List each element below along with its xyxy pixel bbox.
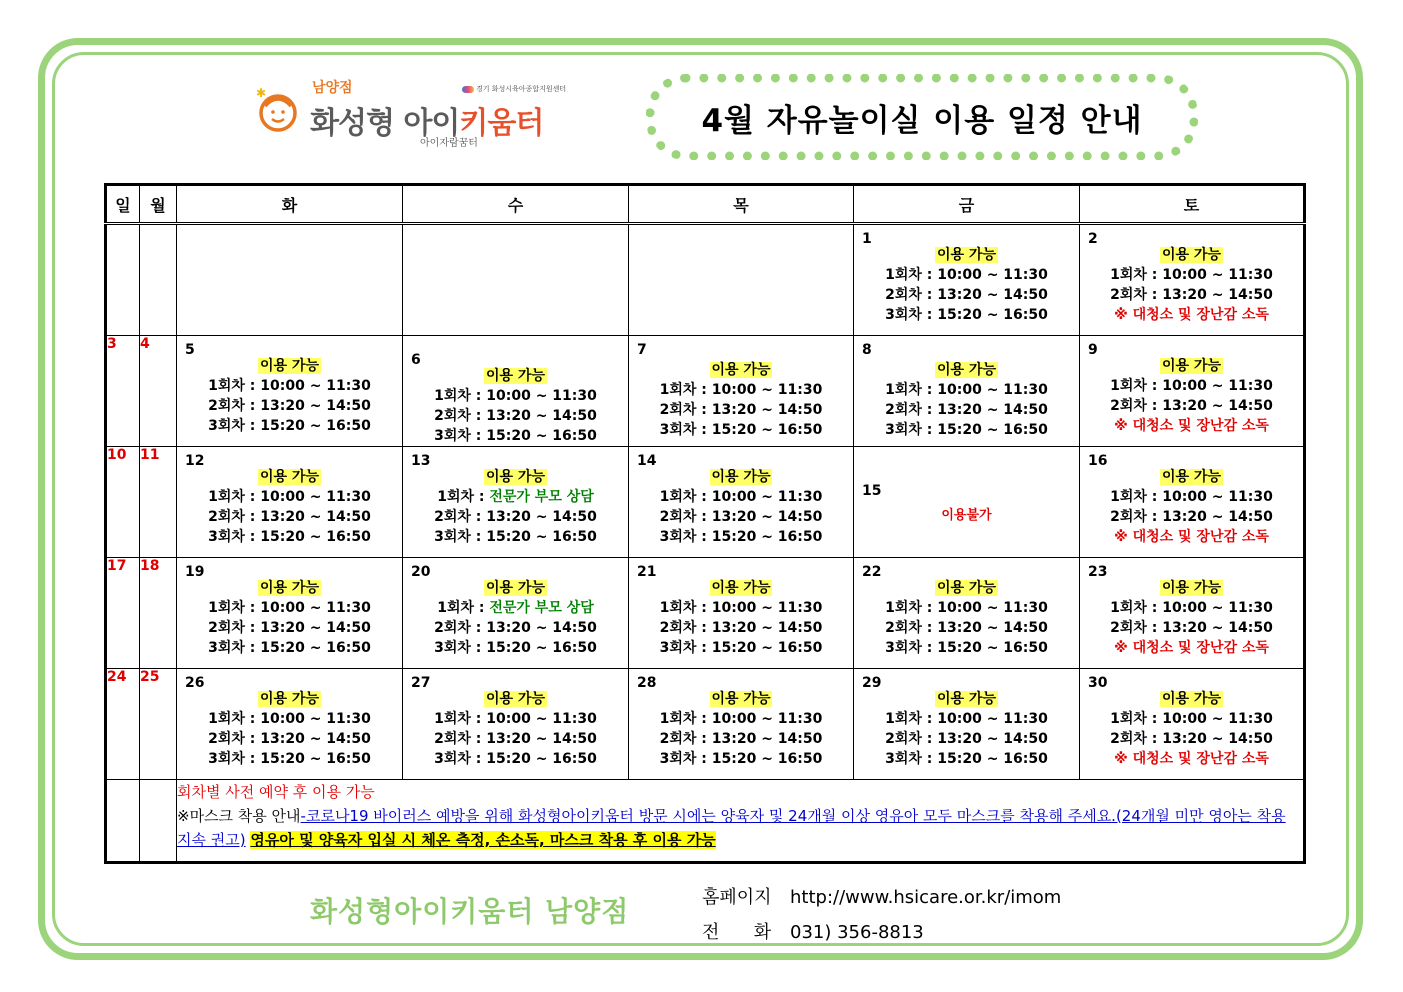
session-1: 1회차 : 10:00 ~ 11:30 bbox=[885, 382, 1048, 398]
week-row bbox=[106, 669, 1305, 780]
session-2: 2회차 : 13:20 ~ 14:50 bbox=[434, 408, 597, 424]
availability-label: 이용 가능 bbox=[1162, 358, 1221, 374]
session-2: 2회차 : 13:20 ~ 14:50 bbox=[1110, 398, 1273, 414]
day-cell bbox=[403, 336, 629, 447]
session-3: 3회차 : 15:20 ~ 16:50 bbox=[885, 422, 1048, 438]
date-number: 15 bbox=[862, 483, 882, 499]
date-sun bbox=[106, 224, 140, 336]
session-3: 3회차 : 15:20 ~ 16:50 bbox=[208, 418, 371, 434]
day-cell bbox=[854, 669, 1080, 780]
session-2: 2회차 : 13:20 ~ 14:50 bbox=[885, 402, 1048, 418]
session-1: 1회차 : 10:00 ~ 11:30 bbox=[208, 711, 371, 727]
counsel-label: 전문가 부모 상담 bbox=[489, 489, 594, 505]
phone-line bbox=[702, 915, 1061, 950]
support-center-text: 경기 화성시육아종합지원센터 bbox=[476, 85, 567, 93]
phone-number: 031) 356-8813 bbox=[790, 922, 924, 943]
reservation-notice: 회차별 사전 예약 후 이용 가능 bbox=[177, 783, 375, 801]
date-number: 7 bbox=[637, 342, 647, 358]
homepage-url[interactable]: http://www.hsicare.or.kr/imom bbox=[790, 887, 1062, 908]
session-1: 1회차 : 10:00 ~ 11:30 bbox=[885, 267, 1048, 283]
header-fri: 금 bbox=[854, 185, 1080, 224]
day-cell bbox=[854, 447, 1080, 558]
logo bbox=[252, 72, 582, 152]
mask-notice bbox=[177, 804, 1303, 852]
session-3: 3회차 : 15:20 ~ 16:50 bbox=[885, 751, 1048, 767]
date-mon: 25 bbox=[140, 669, 177, 780]
availability-label: 이용 가능 bbox=[486, 580, 545, 596]
day-cell bbox=[1080, 447, 1305, 558]
session-3: 3회차 : 15:20 ~ 16:50 bbox=[208, 640, 371, 656]
session-1-counsel bbox=[437, 600, 594, 616]
logo-name-part3: 키움터 bbox=[459, 106, 544, 141]
date-number: 9 bbox=[1088, 342, 1098, 358]
session-2: 2회차 : 13:20 ~ 14:50 bbox=[659, 731, 823, 747]
session-1: 1회차 : 10:00 ~ 11:30 bbox=[434, 388, 597, 404]
session-2: 2회차 : 13:20 ~ 14:50 bbox=[434, 509, 597, 525]
week-row bbox=[106, 447, 1305, 558]
date-mon bbox=[140, 224, 177, 336]
date-number: 28 bbox=[637, 675, 657, 691]
session-1-prefix: 1회차 : bbox=[437, 489, 490, 505]
session-2: 2회차 : 13:20 ~ 14:50 bbox=[208, 398, 371, 414]
day-cell bbox=[629, 447, 854, 558]
mask-notice-prefix: ※마스크 착용 안내 bbox=[177, 807, 301, 825]
date-number: 30 bbox=[1088, 675, 1108, 691]
session-1: 1회차 : 10:00 ~ 11:30 bbox=[659, 382, 823, 398]
week-row bbox=[106, 336, 1305, 447]
date-mon: 11 bbox=[140, 447, 177, 558]
week-row bbox=[106, 224, 1305, 336]
day-cell bbox=[854, 558, 1080, 669]
cleaning-notice: ※ 대청소 및 장난감 소독 bbox=[1114, 418, 1269, 434]
day-cell bbox=[1080, 336, 1305, 447]
notes-empty-sun bbox=[106, 780, 140, 863]
date-number: 6 bbox=[411, 352, 421, 368]
contact-info bbox=[702, 880, 1061, 950]
support-center-label bbox=[462, 84, 566, 94]
day-cell bbox=[1080, 224, 1305, 336]
date-number: 27 bbox=[411, 675, 431, 691]
session-2: 2회차 : 13:20 ~ 14:50 bbox=[434, 731, 597, 747]
date-number: 21 bbox=[637, 564, 657, 580]
calendar-table bbox=[104, 183, 1306, 864]
session-2: 2회차 : 13:20 ~ 14:50 bbox=[659, 620, 823, 636]
session-1: 1회차 : 10:00 ~ 11:30 bbox=[434, 711, 597, 727]
day-cell bbox=[629, 336, 854, 447]
logo-name-part2: 아이 bbox=[403, 106, 460, 141]
homepage-label: 홈페이지 bbox=[702, 887, 772, 908]
date-number: 8 bbox=[862, 342, 872, 358]
day-cell bbox=[403, 447, 629, 558]
day-cell bbox=[854, 336, 1080, 447]
session-3: 3회차 : 15:20 ~ 16:50 bbox=[659, 640, 823, 656]
session-1: 1회차 : 10:00 ~ 11:30 bbox=[1110, 267, 1273, 283]
availability-label: 이용 가능 bbox=[486, 469, 545, 485]
date-sun: 17 bbox=[106, 558, 140, 669]
session-1: 1회차 : 10:00 ~ 11:30 bbox=[1110, 600, 1273, 616]
day-cell bbox=[403, 669, 629, 780]
day-cell bbox=[403, 558, 629, 669]
session-3: 3회차 : 15:20 ~ 16:50 bbox=[659, 529, 823, 545]
date-number: 2 bbox=[1088, 231, 1098, 247]
session-2: 2회차 : 13:20 ~ 14:50 bbox=[1110, 620, 1273, 636]
session-1: 1회차 : 10:00 ~ 11:30 bbox=[1110, 378, 1273, 394]
date-number: 1 bbox=[862, 231, 872, 247]
session-3: 3회차 : 15:20 ~ 16:50 bbox=[885, 640, 1048, 656]
date-number: 12 bbox=[185, 453, 205, 469]
session-1: 1회차 : 10:00 ~ 11:30 bbox=[1110, 489, 1273, 505]
date-number: 16 bbox=[1088, 453, 1108, 469]
session-2: 2회차 : 13:20 ~ 14:50 bbox=[1110, 731, 1273, 747]
header-tue: 화 bbox=[177, 185, 403, 224]
session-1: 1회차 : 10:00 ~ 11:30 bbox=[1110, 711, 1273, 727]
svg-text:✱: ✱ bbox=[256, 88, 267, 100]
date-number: 20 bbox=[411, 564, 431, 580]
availability-label: 이용 가능 bbox=[1162, 691, 1221, 707]
session-1-counsel bbox=[437, 489, 594, 505]
availability-label: 이용 가능 bbox=[711, 469, 771, 485]
session-3: 3회차 : 15:20 ~ 16:50 bbox=[885, 307, 1048, 323]
session-3: 3회차 : 15:20 ~ 16:50 bbox=[434, 751, 597, 767]
logo-name-part1: 화성형 bbox=[310, 106, 404, 141]
page-title: 4월 자유놀이실 이용 일정 안내 bbox=[701, 102, 1143, 139]
session-1: 1회차 : 10:00 ~ 11:30 bbox=[208, 489, 371, 505]
session-1: 1회차 : 10:00 ~ 11:30 bbox=[208, 378, 371, 394]
day-cell bbox=[177, 558, 403, 669]
notes-cell bbox=[177, 780, 1305, 863]
phone-label: 전 화 bbox=[702, 922, 772, 943]
session-3: 3회차 : 15:20 ~ 16:50 bbox=[434, 529, 597, 545]
date-number: 23 bbox=[1088, 564, 1108, 580]
day-cell bbox=[629, 224, 854, 336]
logo-sub: 아이자람꿈터 bbox=[420, 138, 478, 149]
session-1: 1회차 : 10:00 ~ 11:30 bbox=[208, 600, 371, 616]
day-cell bbox=[1080, 669, 1305, 780]
center-name: 화성형아이키움터 남양점 bbox=[310, 895, 630, 928]
day-cell bbox=[177, 669, 403, 780]
session-3: 3회차 : 15:20 ~ 16:50 bbox=[659, 422, 823, 438]
session-2: 2회차 : 13:20 ~ 14:50 bbox=[1110, 509, 1273, 525]
cleaning-notice: ※ 대청소 및 장난감 소독 bbox=[1114, 640, 1269, 656]
header-row bbox=[106, 185, 1305, 224]
session-2: 2회차 : 13:20 ~ 14:50 bbox=[208, 509, 371, 525]
date-number: 22 bbox=[862, 564, 882, 580]
date-number: 14 bbox=[637, 453, 657, 469]
availability-label: 이용 가능 bbox=[260, 580, 319, 596]
session-2: 2회차 : 13:20 ~ 14:50 bbox=[885, 620, 1048, 636]
session-1: 1회차 : 10:00 ~ 11:30 bbox=[659, 711, 823, 727]
logo-branch: 남양점 bbox=[312, 80, 353, 96]
availability-label: 이용 가능 bbox=[937, 580, 996, 596]
header-thu: 목 bbox=[629, 185, 854, 224]
session-2: 2회차 : 13:20 ~ 14:50 bbox=[885, 287, 1048, 303]
date-sun: 3 bbox=[106, 336, 140, 447]
center-logo-icon bbox=[462, 86, 474, 93]
session-2: 2회차 : 13:20 ~ 14:50 bbox=[434, 620, 597, 636]
session-3: 3회차 : 15:20 ~ 16:50 bbox=[659, 751, 823, 767]
availability-label: 이용 가능 bbox=[260, 358, 319, 374]
availability-label: 이용 가능 bbox=[260, 469, 319, 485]
date-sun: 24 bbox=[106, 669, 140, 780]
day-cell bbox=[854, 224, 1080, 336]
header-mon: 월 bbox=[140, 185, 177, 224]
session-1: 1회차 : 10:00 ~ 11:30 bbox=[885, 600, 1048, 616]
notes-empty-mon bbox=[140, 780, 177, 863]
day-cell bbox=[403, 224, 629, 336]
day-cell bbox=[629, 669, 854, 780]
availability-label: 이용 가능 bbox=[937, 362, 996, 378]
closed-label: 이용불가 bbox=[941, 508, 992, 523]
date-number: 19 bbox=[185, 564, 205, 580]
availability-label: 이용 가능 bbox=[486, 368, 545, 384]
header-sat: 토 bbox=[1080, 185, 1305, 224]
entry-check-notice: 영유아 및 양육자 입실 시 체온 측정, 손소독, 마스크 착용 후 이용 가능 bbox=[250, 831, 716, 849]
availability-label: 이용 가능 bbox=[711, 362, 771, 378]
session-1: 1회차 : 10:00 ~ 11:30 bbox=[659, 489, 823, 505]
mask-notice-detail: -코로나19 바이러스 예방을 위해 화성형아이키움터 방문 시에는 양육자 및 24개월 이상 영유아 모두 마스크를 착용해 주세요.(24개월 미만 영아는 착용 지속 권고) bbox=[177, 807, 1286, 849]
session-2: 2회차 : 13:20 ~ 14:50 bbox=[208, 620, 371, 636]
date-number: 13 bbox=[411, 453, 431, 469]
date-number: 29 bbox=[862, 675, 882, 691]
availability-label: 이용 가능 bbox=[486, 691, 545, 707]
cleaning-notice: ※ 대청소 및 장난감 소독 bbox=[1114, 307, 1269, 323]
session-1: 1회차 : 10:00 ~ 11:30 bbox=[659, 600, 823, 616]
day-cell bbox=[629, 558, 854, 669]
counsel-label: 전문가 부모 상담 bbox=[489, 600, 594, 616]
availability-label: 이용 가능 bbox=[711, 580, 771, 596]
session-2: 2회차 : 13:20 ~ 14:50 bbox=[659, 509, 823, 525]
day-cell bbox=[177, 224, 403, 336]
day-cell bbox=[1080, 558, 1305, 669]
availability-label: 이용 가능 bbox=[260, 691, 319, 707]
availability-label: 이용 가능 bbox=[937, 247, 996, 263]
session-2: 2회차 : 13:20 ~ 14:50 bbox=[885, 731, 1048, 747]
availability-label: 이용 가능 bbox=[1162, 469, 1221, 485]
availability-label: 이용 가능 bbox=[711, 691, 771, 707]
date-number: 5 bbox=[185, 342, 195, 358]
child-face-icon bbox=[256, 88, 300, 132]
session-3: 3회차 : 15:20 ~ 16:50 bbox=[208, 529, 371, 545]
session-2: 2회차 : 13:20 ~ 14:50 bbox=[659, 402, 823, 418]
date-mon: 4 bbox=[140, 336, 177, 447]
notes-row bbox=[106, 780, 1305, 863]
session-3: 3회차 : 15:20 ~ 16:50 bbox=[434, 428, 597, 444]
availability-label: 이용 가능 bbox=[1162, 247, 1221, 263]
session-2: 2회차 : 13:20 ~ 14:50 bbox=[1110, 287, 1273, 303]
homepage-line bbox=[702, 880, 1061, 915]
cleaning-notice: ※ 대청소 및 장난감 소독 bbox=[1114, 751, 1269, 767]
session-2: 2회차 : 13:20 ~ 14:50 bbox=[208, 731, 371, 747]
availability-label: 이용 가능 bbox=[1162, 580, 1221, 596]
header-sun: 일 bbox=[106, 185, 140, 224]
date-number: 26 bbox=[185, 675, 205, 691]
session-3: 3회차 : 15:20 ~ 16:50 bbox=[434, 640, 597, 656]
session-1: 1회차 : 10:00 ~ 11:30 bbox=[885, 711, 1048, 727]
header-wed: 수 bbox=[403, 185, 629, 224]
availability-label: 이용 가능 bbox=[937, 691, 996, 707]
session-1-prefix: 1회차 : bbox=[437, 600, 490, 616]
title-box bbox=[646, 74, 1198, 160]
day-cell bbox=[177, 447, 403, 558]
date-mon: 18 bbox=[140, 558, 177, 669]
week-row bbox=[106, 558, 1305, 669]
session-3: 3회차 : 15:20 ~ 16:50 bbox=[208, 751, 371, 767]
day-cell bbox=[177, 336, 403, 447]
cleaning-notice: ※ 대청소 및 장난감 소독 bbox=[1114, 529, 1269, 545]
date-sun: 10 bbox=[106, 447, 140, 558]
